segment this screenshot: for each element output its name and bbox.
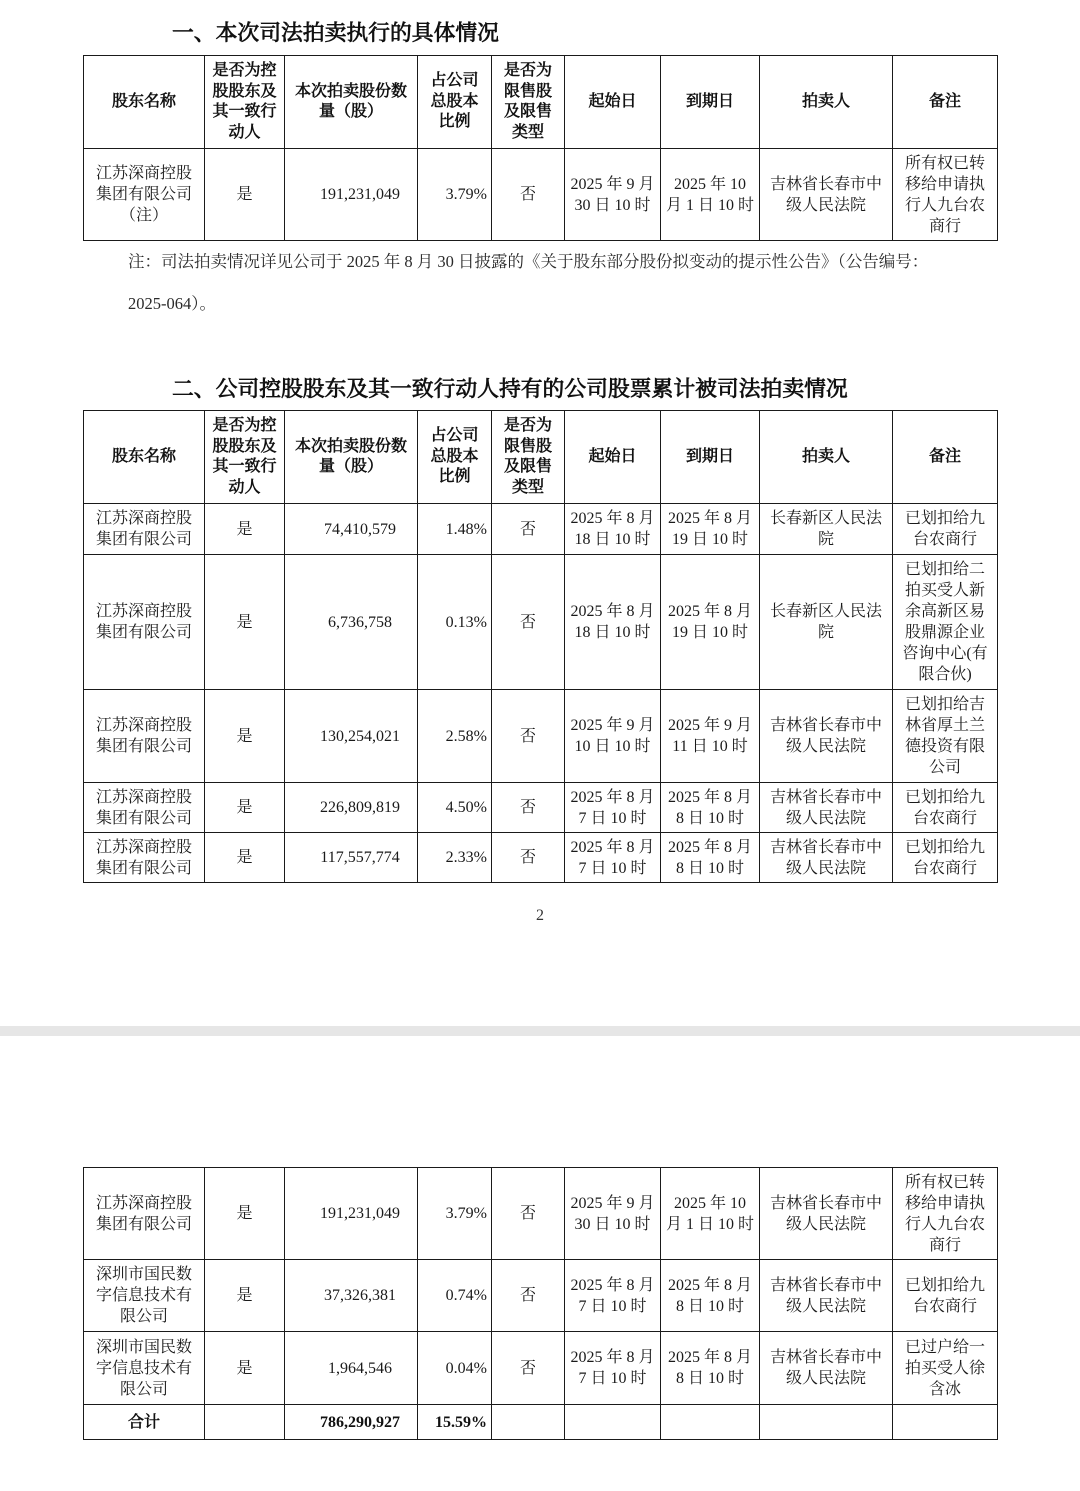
table-row [84,504,998,555]
column-header-is-controlling-shareholder: 是否为控股股东及其一致行动人 [205,56,285,149]
column-header-share-ratio: 占公司总股本比例 [418,411,492,504]
restricted-share-type-cell: 否 [492,1332,565,1405]
share-ratio-cell: 0.74% [418,1260,492,1332]
total-auctioned-shares-cell: 786,290,927 [285,1405,418,1440]
table-header-row [84,56,998,149]
is-controlling-shareholder-cell: 是 [205,833,285,883]
auctioneer-cell: 吉林省长春市中级人民法院 [760,1332,893,1405]
table-row [84,1260,998,1332]
restricted-share-type-cell: 否 [492,833,565,883]
shareholder-name-cell: 深圳市国民数字信息技术有限公司 [84,1332,205,1405]
column-header-auctioned-shares: 本次拍卖股份数量（股） [285,411,418,504]
column-header-end-date: 到期日 [661,411,760,504]
column-header-remark: 备注 [893,56,998,149]
start-date-cell: 2025 年 9 月 30 日 10 时 [565,1168,661,1260]
start-date-cell: 2025 年 8 月 18 日 10 时 [565,504,661,555]
current-auction-table [83,55,998,241]
start-date-cell: 2025 年 9 月 30 日 10 时 [565,149,661,241]
share-ratio-cell: 0.04% [418,1332,492,1405]
share-ratio-cell: 1.48% [418,504,492,555]
shareholder-name-cell: 江苏深商控股集团有限公司 [84,783,205,833]
start-date-cell: 2025 年 9 月 10 日 10 时 [565,690,661,783]
page-number: 2 [536,907,544,924]
auctioneer-cell: 吉林省长春市中级人民法院 [760,1260,893,1332]
table-row [84,555,998,690]
shareholder-name-cell: 深圳市国民数字信息技术有限公司 [84,1260,205,1332]
start-date-cell: 2025 年 8 月 7 日 10 时 [565,1332,661,1405]
shareholder-name-cell: 江苏深商控股集团有限公司 [84,555,205,690]
table-row [84,783,998,833]
share-ratio-cell: 3.79% [418,1168,492,1260]
auctioned-shares-cell: 191,231,049 [285,149,418,241]
share-ratio-cell: 2.58% [418,690,492,783]
total-shareholder-name-cell: 合计 [84,1405,205,1440]
auctioneer-cell: 吉林省长春市中级人民法院 [760,1168,893,1260]
cumulative-auction-table [83,410,998,883]
end-date-cell: 2025 年 8 月 19 日 10 时 [661,504,760,555]
auctioneer-cell: 长春新区人民法院 [760,504,893,555]
end-date-cell: 2025 年 8 月 8 日 10 时 [661,1260,760,1332]
restricted-share-type-cell: 否 [492,1260,565,1332]
restricted-share-type-cell: 否 [492,1168,565,1260]
table-header-row [84,411,998,504]
auctioned-shares-cell: 130,254,021 [285,690,418,783]
column-header-auctioned-shares: 本次拍卖股份数量（股） [285,56,418,149]
end-date-cell: 2025 年 10 月 1 日 10 时 [661,149,760,241]
share-ratio-cell: 2.33% [418,833,492,883]
table-row [84,149,998,241]
table-row [84,833,998,883]
auction-note [128,241,928,325]
auctioneer-cell: 吉林省长春市中级人民法院 [760,149,893,241]
column-header-auctioneer: 拍卖人 [760,56,893,149]
column-header-remark: 备注 [893,411,998,504]
is-controlling-shareholder-cell: 是 [205,690,285,783]
auctioned-shares-cell: 37,326,381 [285,1260,418,1332]
is-controlling-shareholder-cell: 是 [205,1260,285,1332]
auctioned-shares-cell: 117,557,774 [285,833,418,883]
section2-heading: 二、公司控股股东及其一致行动人持有的公司股票累计被司法拍卖情况 [172,376,848,401]
auctioned-shares-cell: 6,736,758 [285,555,418,690]
column-header-shareholder-name: 股东名称 [84,56,205,149]
restricted-share-type-cell: 否 [492,555,565,690]
cumulative-auction-table-continued [83,1167,998,1440]
auctioned-shares-cell: 74,410,579 [285,504,418,555]
column-header-share-ratio: 占公司总股本比例 [418,56,492,149]
column-header-end-date: 到期日 [661,56,760,149]
column-header-shareholder-name: 股东名称 [84,411,205,504]
empty-cell [760,1405,893,1440]
remark-cell: 已划扣给九台农商行 [893,833,998,883]
empty-cell [565,1405,661,1440]
remark-cell: 已过户给一拍买受人徐含冰 [893,1332,998,1405]
column-header-is-controlling-shareholder: 是否为控股股东及其一致行动人 [205,411,285,504]
auctioned-shares-cell: 191,231,049 [285,1168,418,1260]
column-header-start-date: 起始日 [565,56,661,149]
start-date-cell: 2025 年 8 月 7 日 10 时 [565,783,661,833]
end-date-cell: 2025 年 8 月 19 日 10 时 [661,555,760,690]
note-line-2: 2025-064）。 [128,294,216,313]
remark-cell: 已划扣给二拍买受人新余高新区易股鼎源企业咨询中心(有限合伙) [893,555,998,690]
share-ratio-cell: 0.13% [418,555,492,690]
column-header-restricted-share-type: 是否为限售股及限售类型 [492,411,565,504]
table-row [84,1168,998,1260]
is-controlling-shareholder-cell: 是 [205,1168,285,1260]
auctioneer-cell: 吉林省长春市中级人民法院 [760,833,893,883]
section1-heading: 一、本次司法拍卖执行的具体情况 [172,20,499,45]
auctioneer-cell: 吉林省长春市中级人民法院 [760,783,893,833]
is-controlling-shareholder-cell: 是 [205,783,285,833]
remark-cell: 已划扣给吉林省厚土兰德投资有限公司 [893,690,998,783]
end-date-cell: 2025 年 8 月 8 日 10 时 [661,1332,760,1405]
table-row [84,1332,998,1405]
empty-cell [492,1405,565,1440]
shareholder-name-cell: 江苏深商控股集团有限公司 [84,690,205,783]
column-header-restricted-share-type: 是否为限售股及限售类型 [492,56,565,149]
end-date-cell: 2025 年 10 月 1 日 10 时 [661,1168,760,1260]
auctioneer-cell: 吉林省长春市中级人民法院 [760,690,893,783]
column-header-start-date: 起始日 [565,411,661,504]
end-date-cell: 2025 年 8 月 8 日 10 时 [661,833,760,883]
note-line-1: 注：司法拍卖情况详见公司于 2025 年 8 月 30 日披露的《关于股东部分股份拟变动的提示性公告》（公告编号： [128,252,929,271]
remark-cell: 已划扣给九台农商行 [893,783,998,833]
restricted-share-type-cell: 否 [492,783,565,833]
restricted-share-type-cell: 否 [492,504,565,555]
table-row [84,690,998,783]
shareholder-name-cell: 江苏深商控股集团有限公司 [84,504,205,555]
end-date-cell: 2025 年 9 月 11 日 10 时 [661,690,760,783]
end-date-cell: 2025 年 8 月 8 日 10 时 [661,783,760,833]
is-controlling-shareholder-cell: 是 [205,504,285,555]
shareholder-name-cell: 江苏深商控股集团有限公司 [84,833,205,883]
shareholder-name-cell: 江苏深商控股集团有限公司 [84,1168,205,1260]
remark-cell: 已划扣给九台农商行 [893,504,998,555]
restricted-share-type-cell: 否 [492,149,565,241]
column-header-auctioneer: 拍卖人 [760,411,893,504]
empty-cell [205,1405,285,1440]
start-date-cell: 2025 年 8 月 18 日 10 时 [565,555,661,690]
total-share-ratio-cell: 15.59% [418,1405,492,1440]
share-ratio-cell: 3.79% [418,149,492,241]
total-row [84,1405,998,1440]
remark-cell: 已划扣给九台农商行 [893,1260,998,1332]
start-date-cell: 2025 年 8 月 7 日 10 时 [565,833,661,883]
page-separator [0,1026,1080,1036]
is-controlling-shareholder-cell: 是 [205,555,285,690]
auctioneer-cell: 长春新区人民法院 [760,555,893,690]
is-controlling-shareholder-cell: 是 [205,149,285,241]
empty-cell [661,1405,760,1440]
restricted-share-type-cell: 否 [492,690,565,783]
remark-cell: 所有权已转移给申请执行人九台农商行 [893,149,998,241]
auctioned-shares-cell: 226,809,819 [285,783,418,833]
auctioned-shares-cell: 1,964,546 [285,1332,418,1405]
empty-cell [893,1405,998,1440]
share-ratio-cell: 4.50% [418,783,492,833]
remark-cell: 所有权已转移给申请执行人九台农商行 [893,1168,998,1260]
start-date-cell: 2025 年 8 月 7 日 10 时 [565,1260,661,1332]
shareholder-name-cell: 江苏深商控股集团有限公司（注） [84,149,205,241]
is-controlling-shareholder-cell: 是 [205,1332,285,1405]
